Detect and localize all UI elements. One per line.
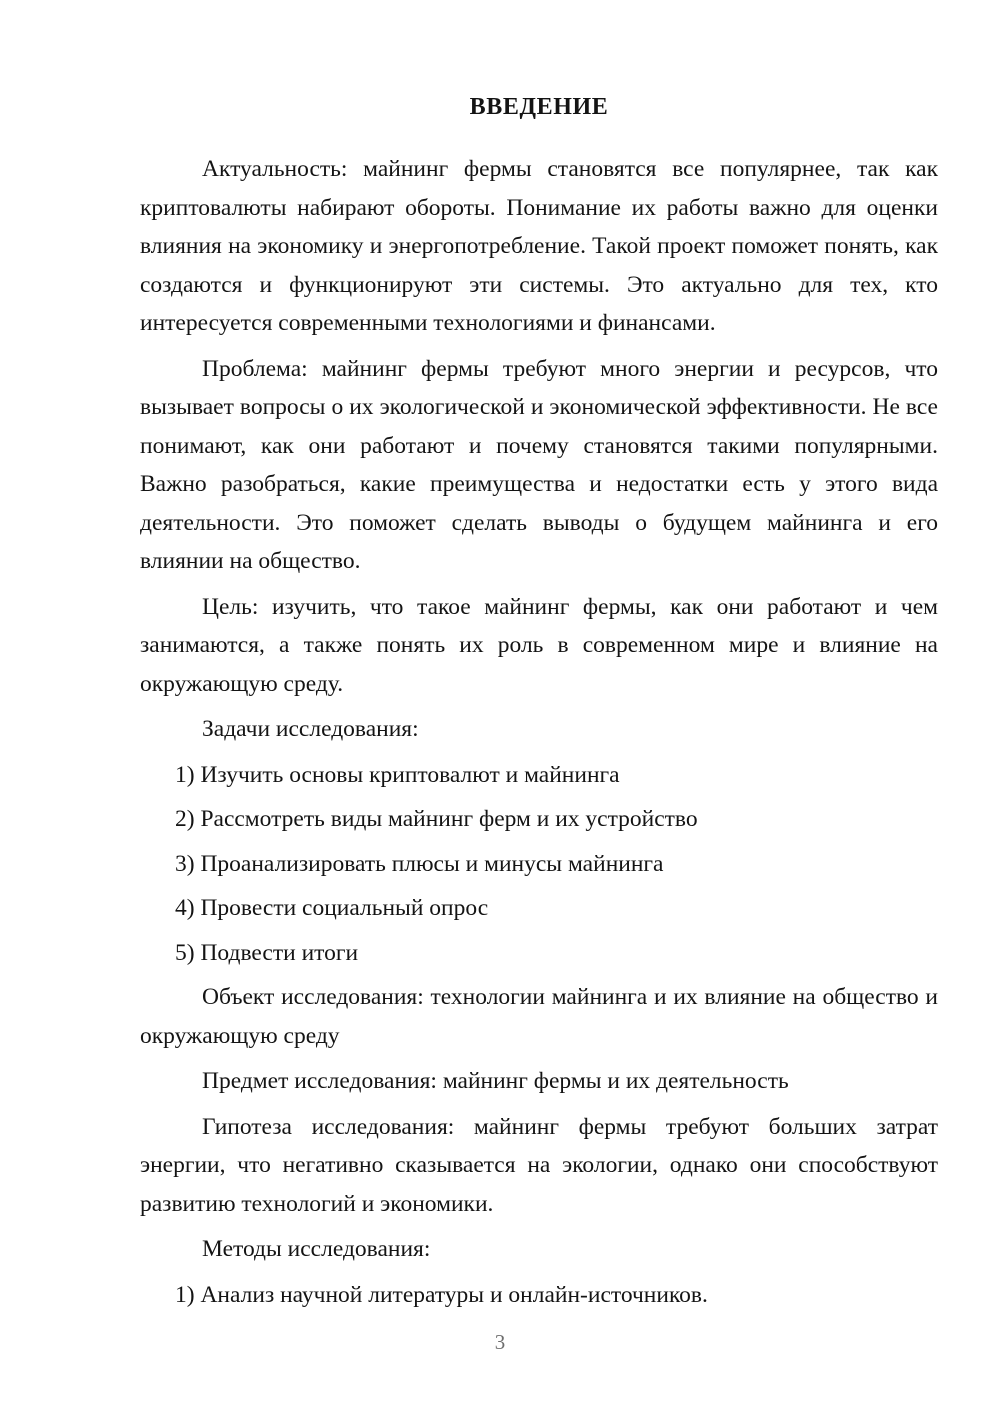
list-item: 5) Подвести итоги [175,939,359,966]
list-item: 3) Проанализировать плюсы и минусы майнинга [175,850,664,877]
methods-list [140,1276,938,1315]
paragraph-relevance: Актуальность: майнинг фермы становятся все популярнее, так как криптовалюты набирают обороты. Понимание их работы важно для оценки влияния на экономику и энергопотребление. Такой проект поможет понять, как создаются и функционируют эти системы. Это актуально для тех, кто интересуется современными технологиями и финансами. [140,156,938,336]
heading-methods: Методы исследования: [202,1236,431,1262]
tasks-list [140,756,938,973]
paragraph-hypothesis: Гипотеза исследования: майнинг фермы требуют больших затрат энергии, что негативно сказывается на экологии, однако они способствуют развитию технологий и экономики. [140,1113,938,1217]
paragraph-goal: Цель: изучить, что такое майнинг фермы, как они работают и чем занимаются, а также понять их роль в современном мире и влияние на окружающую среду. [140,593,938,697]
list-item: 1) Изучить основы криптовалют и майнинга [175,761,620,788]
paragraph-problem: Проблема: майнинг фермы требуют много энергии и ресурсов, что вызывает вопросы о их экологической и экономической эффективности. Не все понимают, как они работают и почему становятся такими популярными. Важно разобраться, какие преимущества и недостатки есть у этого вида деятельности. Это поможет сделать выводы о будущем майнинга и его влиянии на общество. [140,355,938,574]
heading-tasks: Задачи исследования: [202,716,419,742]
list-item: 1) Анализ научной литературы и онлайн-источников. [175,1281,708,1308]
document-body [140,88,938,1320]
page-number: 3 [494,1330,506,1354]
list-item: 2) Рассмотреть виды майнинг ферм и их устройство [175,806,698,832]
paragraph-object: Объект исследования: технологии майнинга и их влияние на общество и окружающую среду [140,984,938,1049]
page-title: ВВЕДЕНИЕ [469,94,609,120]
paragraph-subject: Предмет исследования: майнинг фермы и их деятельность [202,1068,789,1094]
list-item: 4) Провести социальный опрос [175,895,489,921]
